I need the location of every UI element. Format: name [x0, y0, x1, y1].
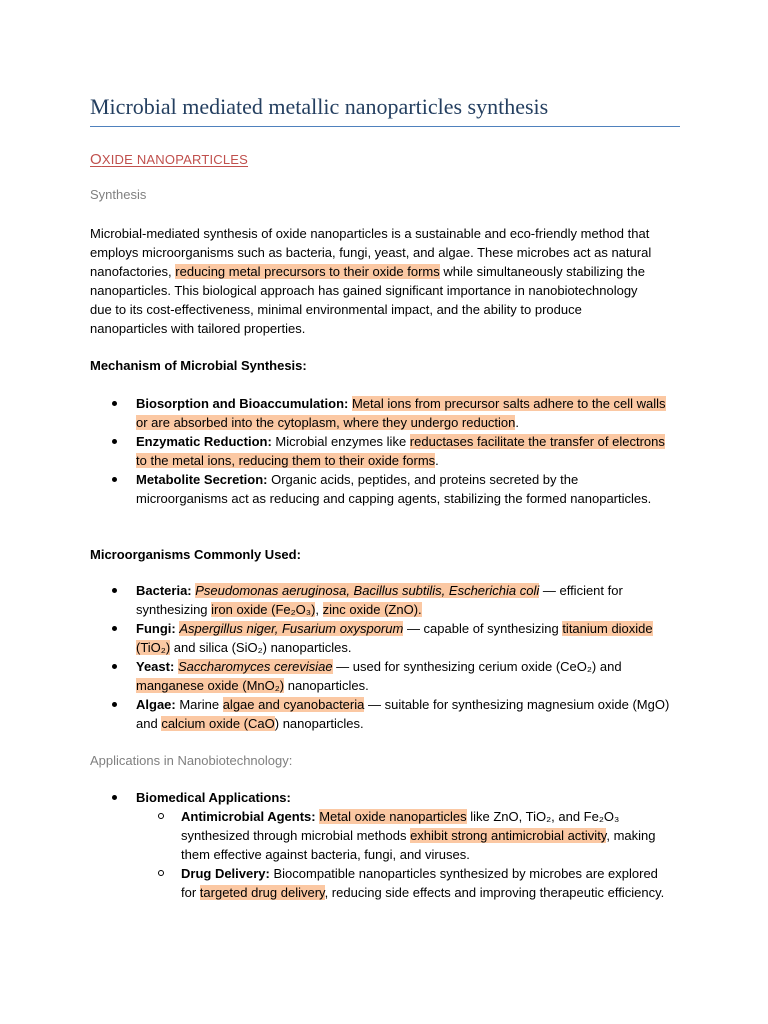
- item-label: Drug Delivery:: [181, 866, 270, 881]
- item-highlight: iron oxide (Fe₂O₃): [211, 602, 316, 617]
- list-item: [90, 788, 670, 902]
- list-item: [90, 695, 670, 733]
- item-highlight: titanium dioxide (TiO₂): [136, 621, 653, 655]
- item-highlight: exhibit strong antimicrobial activity: [410, 828, 607, 843]
- item-species: Saccharomyces cerevisiae: [177, 659, 333, 674]
- mechanism-heading: Mechanism of Microbial Synthesis:: [90, 358, 307, 373]
- item-label: Fungi:: [136, 621, 176, 636]
- item-label: Antimicrobial Agents:: [181, 809, 316, 824]
- item-text: — efficient for synthesizing: [136, 583, 623, 617]
- item-text: Organic acids, peptides, and proteins secreted by the microorganisms act as reducing and capping agents, stabilizing the formed nanoparticles.: [136, 472, 652, 506]
- item-text: like ZnO, TiO₂, and Fe₂O₃ synthesized through microbial methods: [181, 809, 620, 843]
- section-heading-oxide: [90, 150, 248, 169]
- list-item: [90, 470, 670, 508]
- item-label: Metabolite Secretion:: [136, 472, 268, 487]
- item-label: Biosorption and Bioaccumulation:: [136, 396, 349, 411]
- item-text: ,: [315, 602, 323, 617]
- item-species: Pseudomonas aeruginosa, Bacillus subtilis, Escherichia coli: [195, 583, 540, 598]
- item-highlight: Metal ions from precursor salts adhere to the cell walls or are absorbed into the cytoplasm, where they undergo reduction: [136, 396, 666, 430]
- applications-heading: Applications in Nanobiotechnology:: [90, 753, 293, 768]
- list-item: [90, 432, 670, 470]
- sub-list-item: [136, 807, 670, 864]
- item-label: Enzymatic Reduction:: [136, 434, 272, 449]
- item-text: — capable of synthesizing: [403, 621, 563, 636]
- item-label: Biomedical Applications:: [136, 790, 291, 805]
- item-highlight: targeted drug delivery: [199, 885, 325, 900]
- item-text: .: [515, 415, 520, 430]
- item-text: — used for synthesizing cerium oxide (CeO₂) and: [332, 659, 622, 674]
- mechanism-list: [90, 394, 670, 508]
- item-highlight: Metal oxide nanoparticles: [319, 809, 467, 824]
- item-text: nanoparticles.: [284, 678, 369, 693]
- organisms-list: [90, 581, 670, 733]
- synthesis-heading: Synthesis: [90, 187, 147, 202]
- item-highlight: reductases facilitate the transfer of electrons to the metal ions, reducing them to their oxide forms: [136, 434, 665, 468]
- organisms-heading: Microorganisms Commonly Used:: [90, 547, 301, 562]
- list-item: [90, 657, 670, 695]
- item-text: Marine: [175, 697, 223, 712]
- list-item: [90, 581, 670, 619]
- list-item: [90, 394, 670, 432]
- intro-text-1: Microbial-mediated synthesis of oxide nanoparticles is a sustainable and eco-friendly method that employs microorganisms such as bacteria, fungi, yeast, and algae. These microbes act as natural nanofactories,: [90, 226, 652, 279]
- item-text: Biocompatible nanoparticles synthesized by microbes are explored for: [181, 866, 658, 900]
- item-label: Bacteria:: [136, 583, 192, 598]
- item-highlight: algae and cyanobacteria: [222, 697, 365, 712]
- document-title: Microbial mediated metallic nanoparticles synthesis: [90, 94, 549, 119]
- sub-list: [136, 807, 670, 902]
- item-highlight: manganese oxide (MnO₂): [136, 678, 285, 693]
- applications-list: [90, 788, 670, 902]
- list-item: [90, 619, 670, 657]
- item-label: Algae:: [136, 697, 176, 712]
- section-heading-initial: O: [90, 151, 102, 168]
- item-species: Aspergillus niger, Fusarium oxysporum: [179, 621, 404, 636]
- sub-list-item: [136, 864, 670, 902]
- item-text: .: [435, 453, 439, 468]
- item-text: — suitable for synthesizing magnesium oxide (MgO) and: [136, 697, 670, 731]
- item-text: and silica (SiO₂) nanoparticles.: [170, 640, 352, 655]
- section-heading-rest: XIDE NANOPARTICLES: [101, 152, 249, 167]
- intro-highlight: reducing metal precursors to their oxide forms: [175, 264, 440, 279]
- item-highlight: calcium oxide (CaO: [161, 716, 275, 731]
- title-divider: [90, 126, 680, 127]
- item-text: , reducing side effects and improving therapeutic efficiency.: [324, 885, 665, 900]
- item-text: Microbial enzymes like: [271, 434, 410, 449]
- intro-text-2: while simultaneously stabilizing the nanoparticles. This biological approach has gained significant importance in nanobiotechnology due to its cost-effectiveness, minimal environmental impact, and the ability to produce nanoparticles with tailored properties.: [90, 264, 645, 336]
- item-text: ) nanoparticles.: [274, 716, 364, 731]
- item-text: , making them effective against bacteria, fungi, and viruses.: [181, 828, 656, 862]
- item-label: Yeast:: [136, 659, 175, 674]
- intro-paragraph: [90, 224, 660, 338]
- item-highlight: zinc oxide (ZnO).: [322, 602, 422, 617]
